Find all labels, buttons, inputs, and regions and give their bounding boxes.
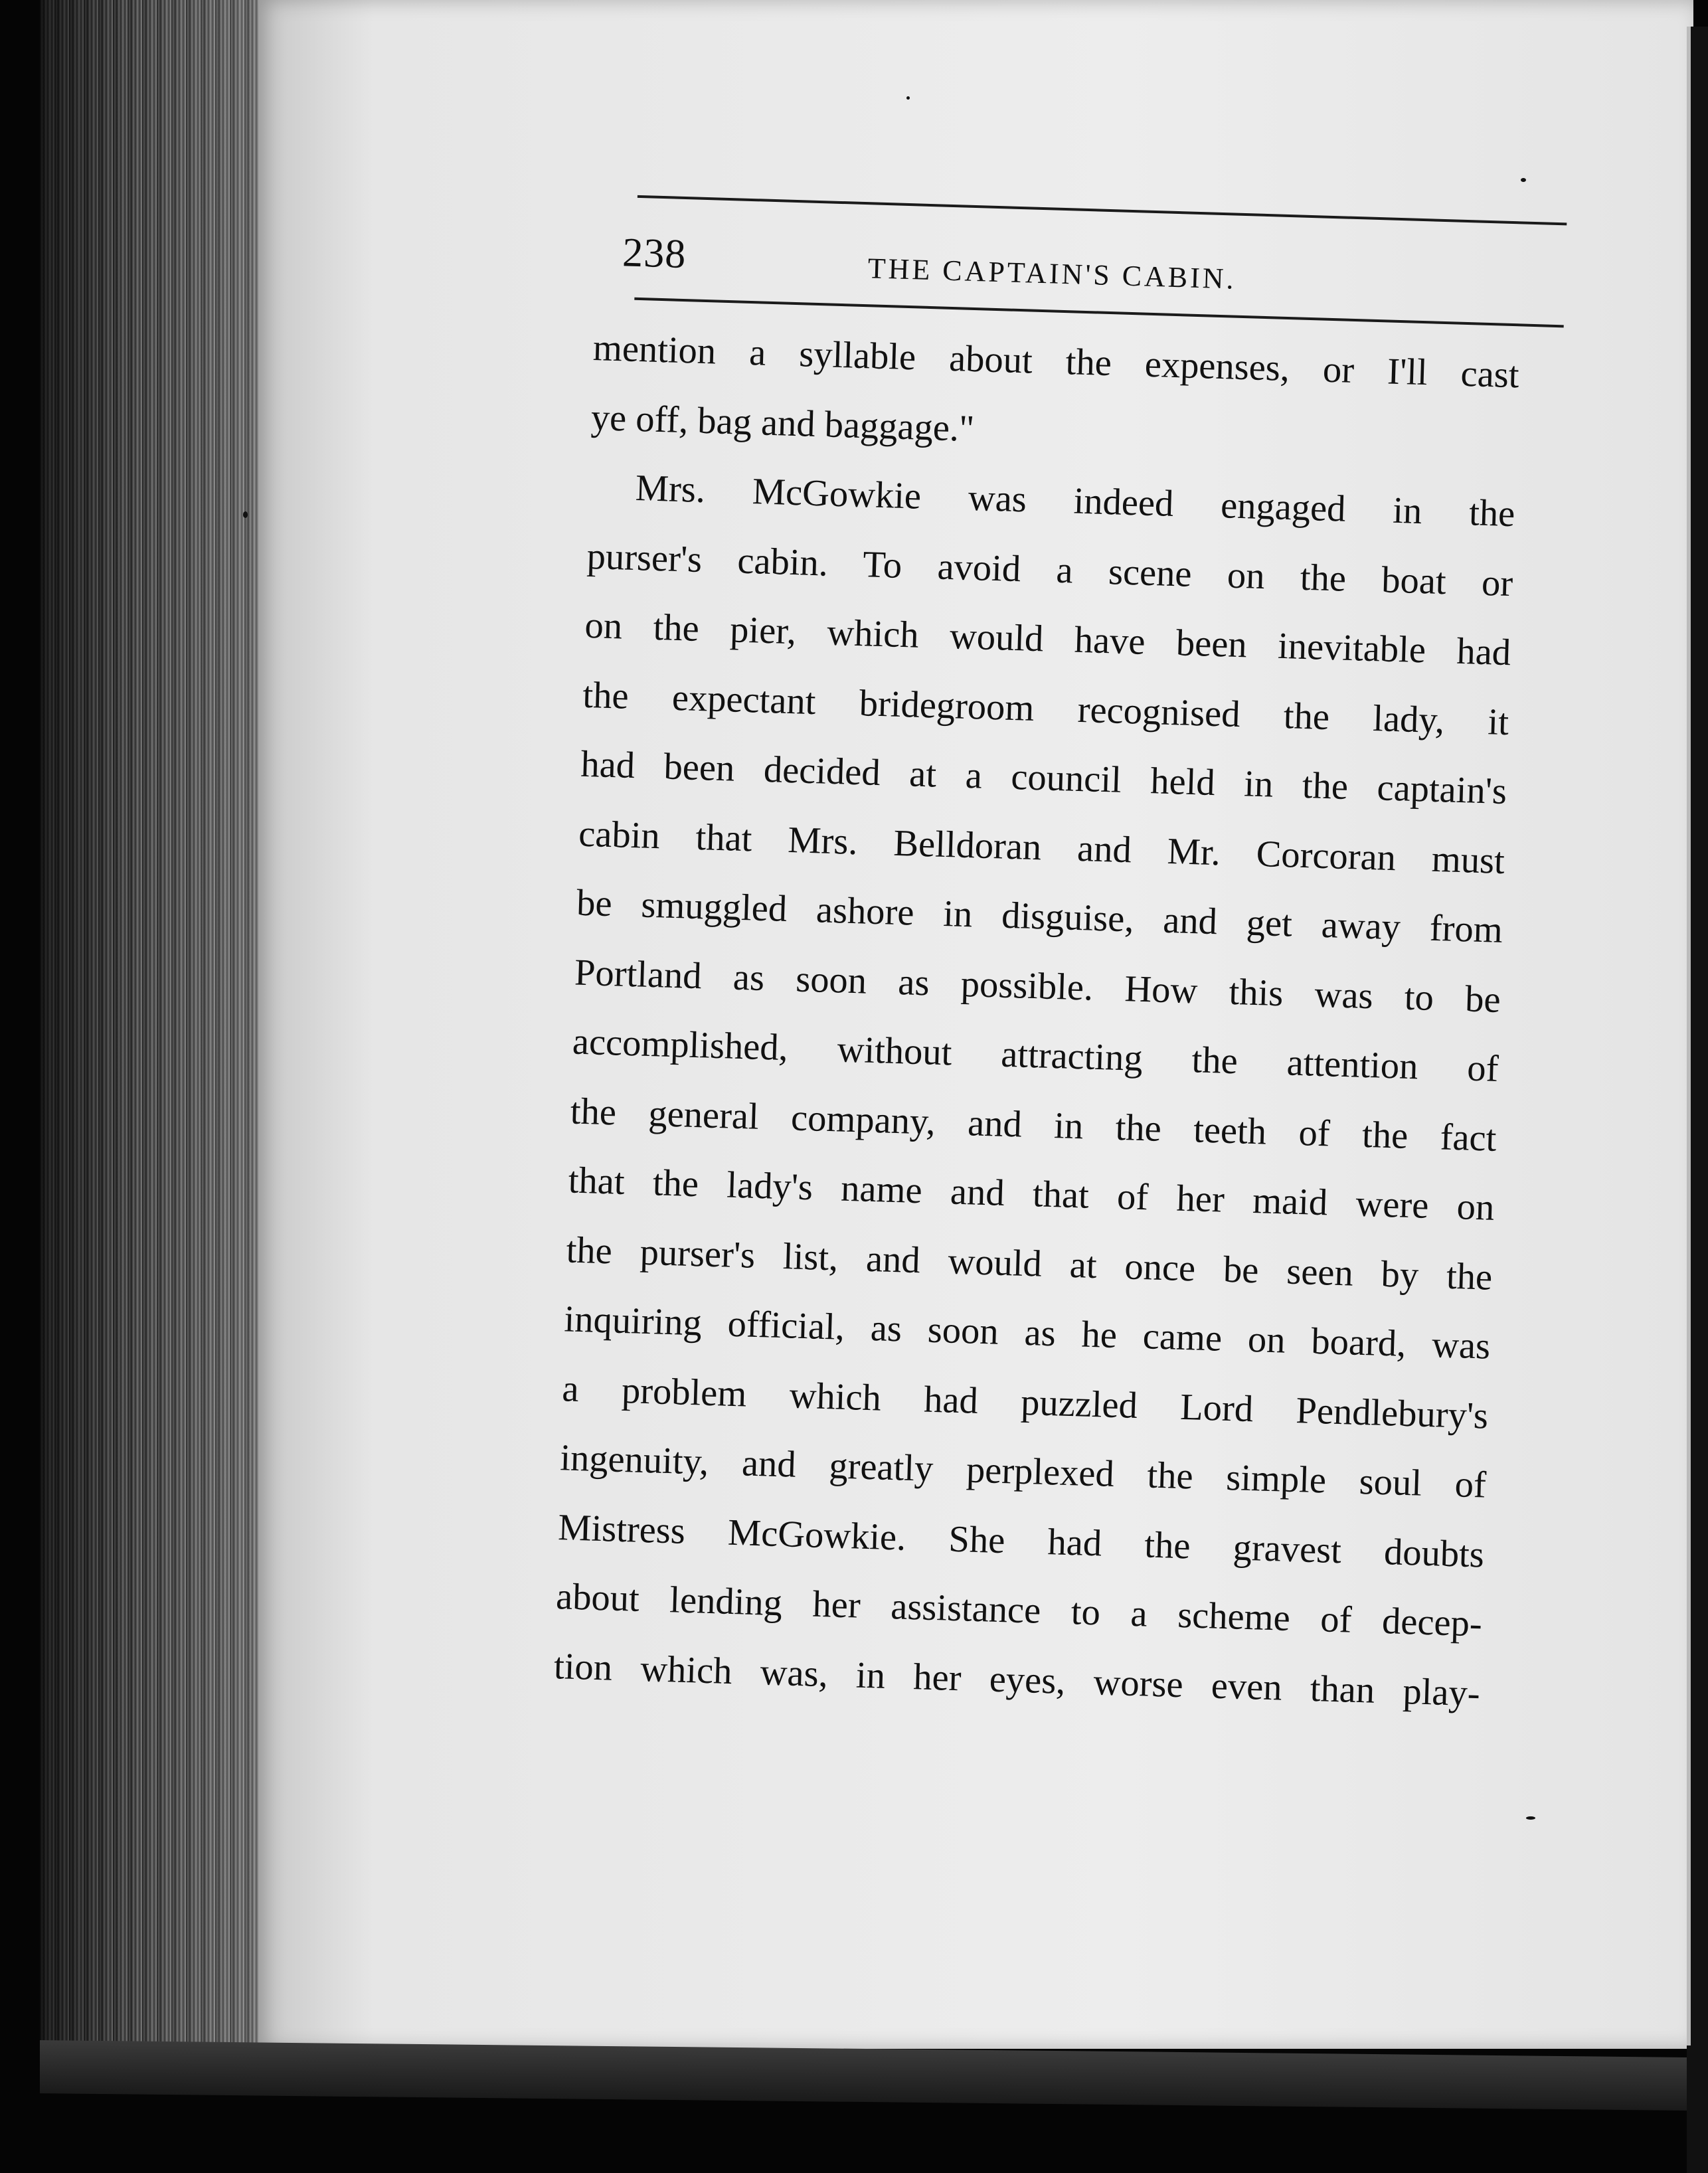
page-number: 238 bbox=[622, 230, 687, 278]
running-head-title: THE CAPTAIN'S CABIN. bbox=[867, 252, 1237, 296]
text-line: that the lady's name and that of her maid were on bbox=[567, 1160, 1495, 1229]
body-paragraphs bbox=[553, 313, 1520, 1728]
text-line: inquiring official, as soon as he came on board, was bbox=[563, 1298, 1491, 1367]
dust-speck bbox=[1521, 178, 1526, 182]
text-line: had been decided at a council held in the captain's bbox=[580, 743, 1507, 813]
text-line: accomplished, without attracting the attention of bbox=[572, 1021, 1499, 1090]
text-line: Portland as soon as possible. How this was to be bbox=[574, 952, 1501, 1021]
text-line: the purser's list, and would at once be seen by the bbox=[565, 1229, 1494, 1298]
text-line: mention a syllable about the expenses, or I'll cast bbox=[592, 327, 1520, 396]
text-line: a problem which had puzzled Lord Pendlebury's bbox=[561, 1367, 1489, 1437]
text-line: about lending her assistance to a scheme of decep- bbox=[555, 1576, 1483, 1645]
text-line: ye off, bag and baggage." bbox=[590, 396, 976, 450]
text-line: the general company, and in the teeth of the fact bbox=[570, 1090, 1497, 1160]
right-page-edge bbox=[1687, 27, 1691, 2045]
bottom-cover-board bbox=[40, 2040, 1687, 2111]
text-line: Mistress McGowkie. She had the gravest doubts bbox=[557, 1506, 1485, 1576]
page-text-block bbox=[507, 193, 1567, 1729]
page-edges-shadow bbox=[40, 0, 266, 2072]
dust-speck bbox=[243, 511, 248, 518]
text-line: ingenuity, and greatly perplexed the simple soul of bbox=[559, 1437, 1487, 1506]
text-line: cabin that Mrs. Belldoran and Mr. Corcoran must bbox=[578, 813, 1505, 882]
text-line: the expectant bridegroom recognised the lady, it bbox=[582, 674, 1509, 743]
dust-speck bbox=[1526, 1816, 1535, 1820]
text-line: be smuggled ashore in disguise, and get away from bbox=[576, 882, 1503, 951]
text-line: Mrs. McGowkie was indeed engaged in the bbox=[634, 467, 1516, 535]
text-line: tion which was, in her eyes, worse even than play- bbox=[553, 1645, 1481, 1714]
dust-speck bbox=[906, 96, 910, 100]
text-line: on the pier, which would have been inevitable had bbox=[584, 604, 1511, 674]
text-line: purser's cabin. To avoid a scene on the boat or bbox=[586, 535, 1514, 604]
